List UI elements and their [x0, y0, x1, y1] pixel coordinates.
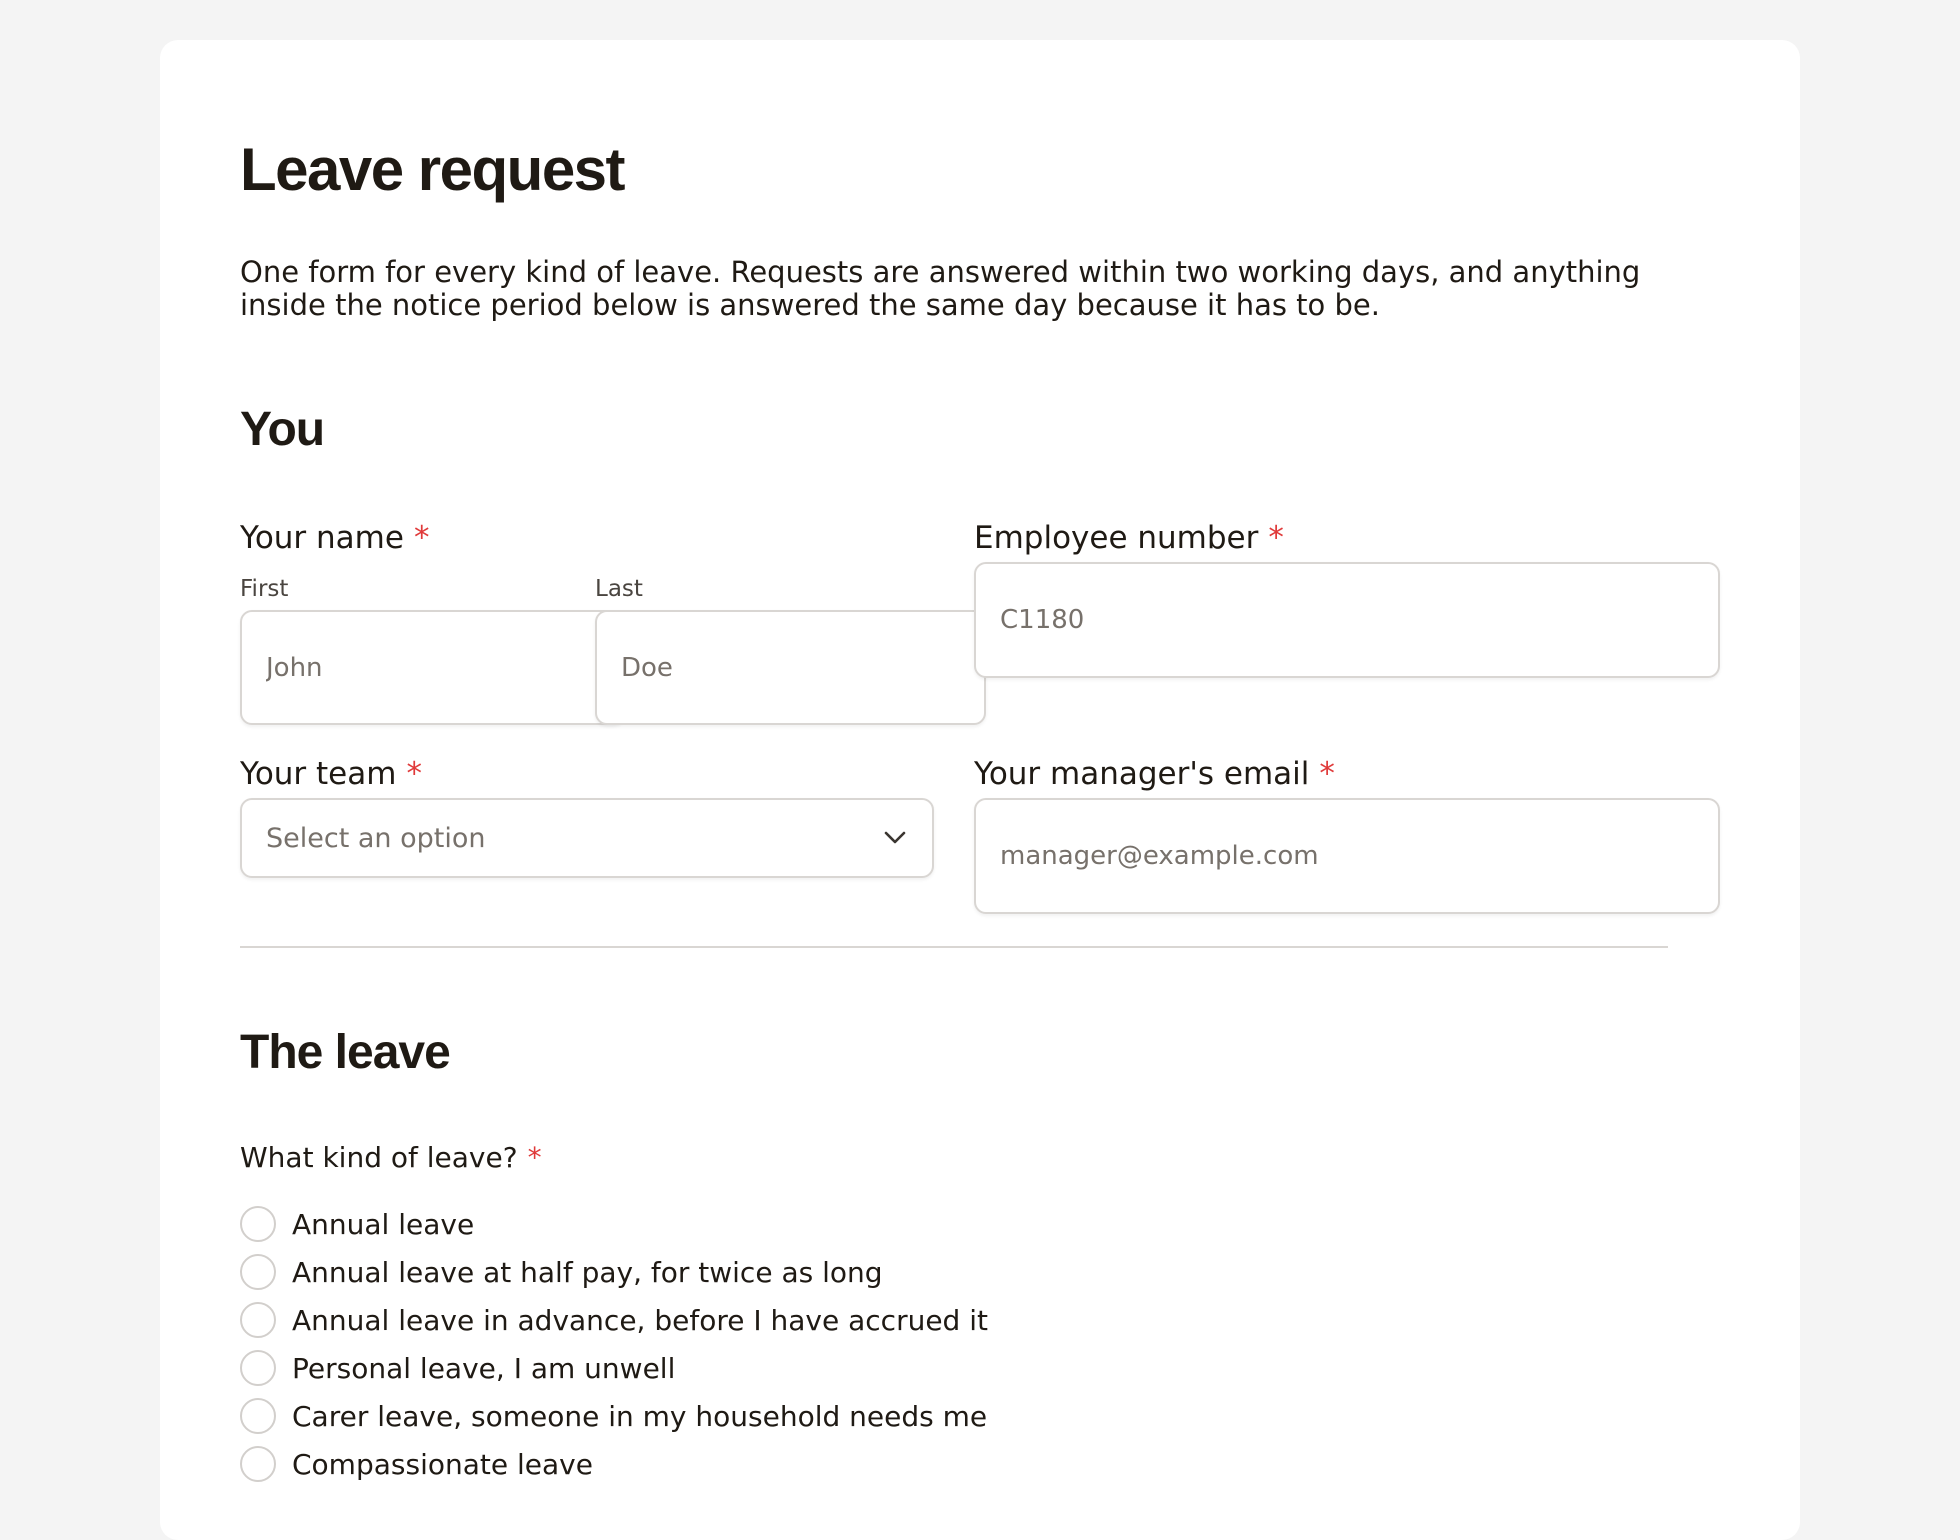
leave-option-personal[interactable]	[240, 1344, 988, 1392]
required-marker: *	[1319, 756, 1335, 792]
team-label-text: Your team	[240, 756, 397, 792]
radio-button[interactable]	[240, 1446, 276, 1482]
name-label	[240, 518, 429, 558]
radio-label: Personal leave, I am unwell	[292, 1351, 676, 1385]
team-select[interactable]	[240, 798, 934, 878]
section-title-leave: The leave	[240, 1026, 450, 1079]
leave-option-annual-advance[interactable]	[240, 1296, 988, 1344]
last-name-sublabel: Last	[595, 576, 643, 602]
radio-label: Compassionate leave	[292, 1447, 593, 1481]
radio-button[interactable]	[240, 1302, 276, 1338]
leave-kind-radio-group	[240, 1200, 988, 1488]
team-select-value: Select an option	[266, 822, 486, 854]
radio-label: Annual leave in advance, before I have accrued it	[292, 1303, 988, 1337]
required-marker: *	[527, 1141, 542, 1174]
chevron-down-icon	[882, 825, 908, 851]
required-marker: *	[413, 520, 430, 556]
radio-label: Annual leave at half pay, for twice as long	[292, 1255, 883, 1289]
page-title: Leave request	[240, 136, 625, 203]
manager-email-label	[974, 754, 1335, 794]
radio-button[interactable]	[240, 1350, 276, 1386]
leave-kind-label	[240, 1138, 542, 1178]
manager-email-label-text: Your manager's email	[974, 756, 1310, 792]
section-title-you: You	[240, 403, 325, 456]
team-label	[240, 754, 422, 794]
employee-number-label	[974, 518, 1284, 558]
required-marker: *	[406, 756, 422, 792]
leave-kind-label-text: What kind of leave?	[240, 1141, 518, 1174]
form-intro: One form for every kind of leave. Requests are answered within two working days, and anything inside the notice period below is answered the same day because it has to be.	[240, 255, 1641, 322]
radio-button[interactable]	[240, 1398, 276, 1434]
radio-label: Annual leave	[292, 1207, 475, 1241]
leave-option-compassionate[interactable]	[240, 1440, 988, 1488]
radio-label: Carer leave, someone in my household needs me	[292, 1399, 988, 1433]
name-label-text: Your name	[240, 520, 404, 556]
manager-email-input[interactable]	[974, 798, 1720, 914]
employee-number-input[interactable]	[974, 562, 1720, 678]
radio-button[interactable]	[240, 1206, 276, 1242]
leave-option-annual[interactable]	[240, 1200, 988, 1248]
section-divider	[240, 946, 1668, 948]
employee-number-label-text: Employee number	[974, 520, 1259, 556]
first-name-sublabel: First	[240, 576, 289, 602]
radio-button[interactable]	[240, 1254, 276, 1290]
leave-option-carer[interactable]	[240, 1392, 988, 1440]
leave-option-annual-half-pay[interactable]	[240, 1248, 988, 1296]
first-name-input[interactable]	[240, 610, 625, 725]
required-marker: *	[1268, 520, 1284, 556]
last-name-input[interactable]	[595, 610, 986, 725]
